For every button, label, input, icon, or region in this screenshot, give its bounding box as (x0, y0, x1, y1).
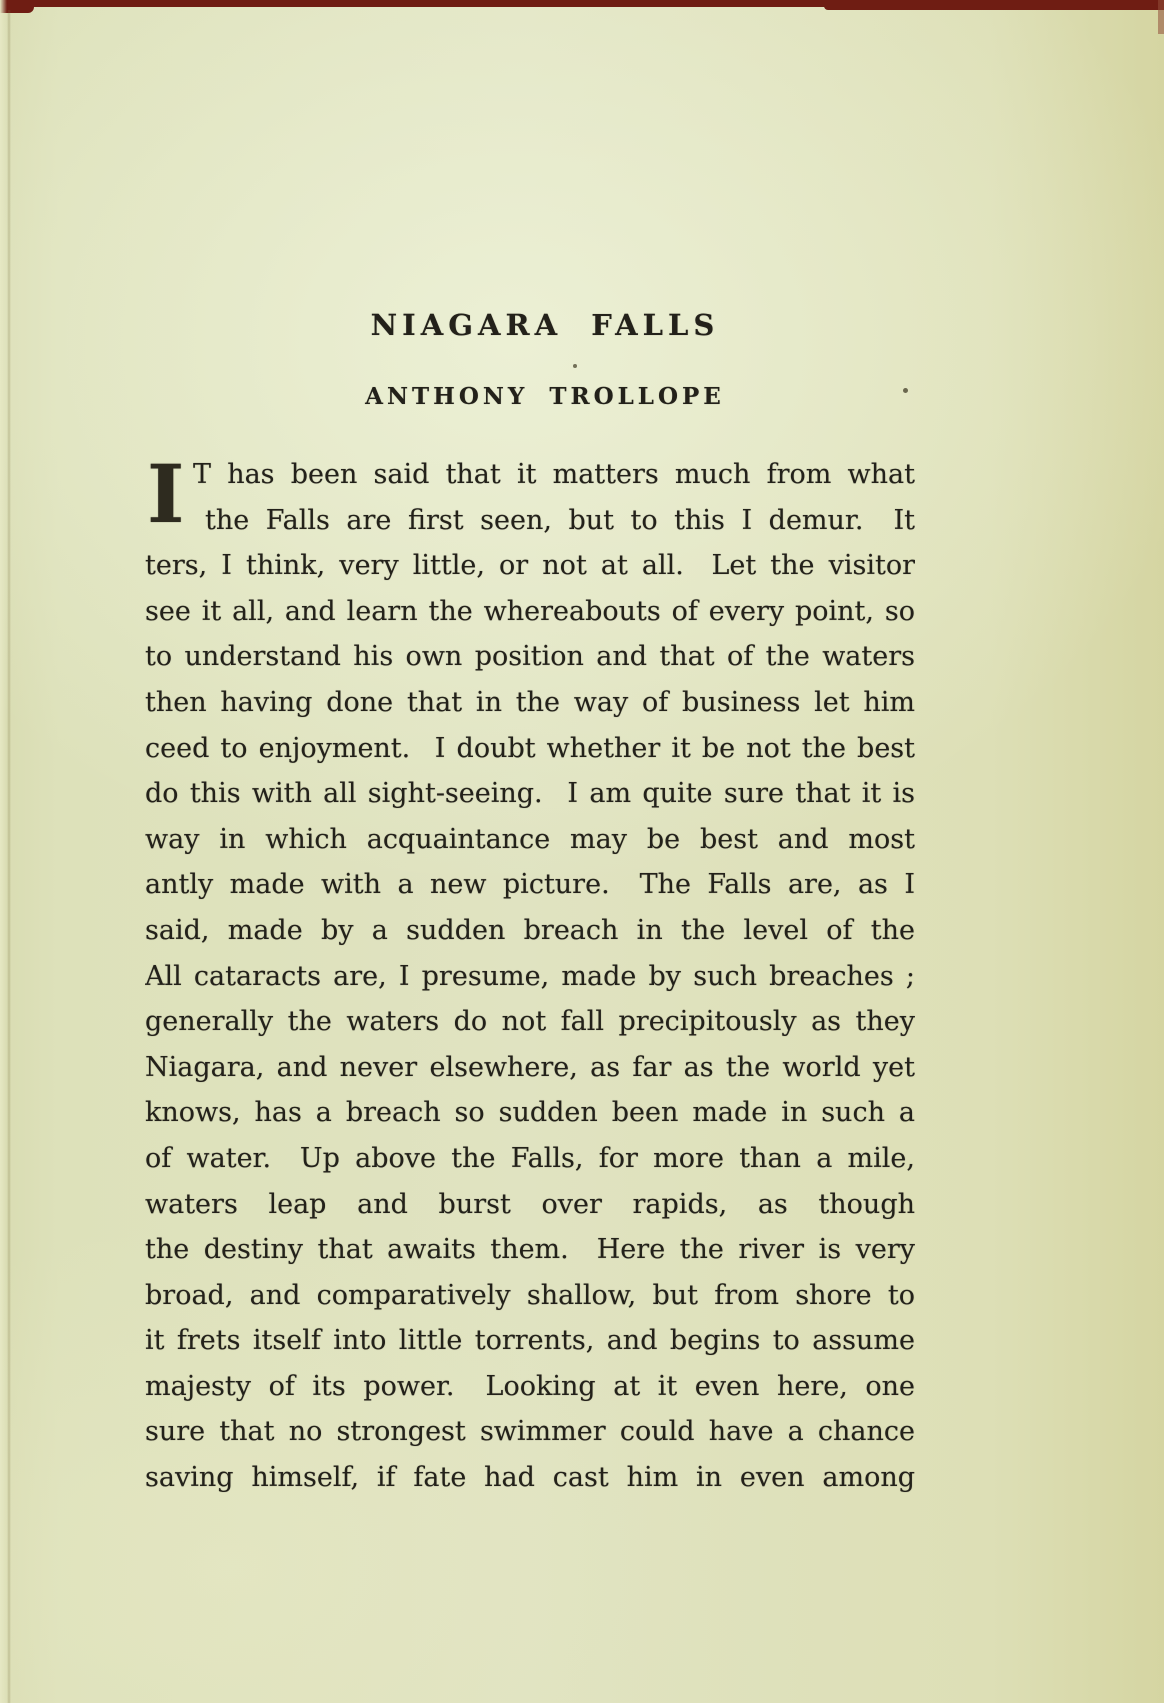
page-left-margin-highlight (0, 0, 7, 1703)
text-line: broad, and comparatively shallow, but from shore to (145, 1279, 915, 1311)
text-line: T has been said that it matters much from what (193, 459, 915, 490)
body-text (145, 452, 915, 1501)
text-line: way in which acquaintance may be best and most (145, 823, 915, 855)
ink-speck (573, 364, 577, 368)
text-line: sure that no strongest swimmer could have a chance (145, 1416, 915, 1448)
text-line: said, made by a sudden breach in the level of the (145, 914, 915, 946)
ink-speck (903, 388, 908, 393)
text-line: the destiny that awaits them. Here the river is very (145, 1234, 915, 1266)
author-name: ANTHONY TROLLOPE (365, 383, 725, 410)
text-line: of water. Up above the Falls, for more than a mile, (145, 1142, 915, 1174)
page-top-right-edge (824, 0, 1164, 10)
drop-cap-letter: I (147, 447, 185, 541)
text-line: the Falls are first seen, but to this I demur. It (205, 504, 915, 536)
text-line: Niagara, and never elsewhere, as far as the world yet (145, 1051, 915, 1083)
text-line: generally the waters do not fall precipitously as they (145, 1006, 915, 1038)
text-line: antly made with a new picture. The Falls are, as I (145, 869, 915, 901)
text-line: All cataracts are, I presume, made by such breaches ; (145, 960, 915, 992)
text-line: knows, has a breach so sudden been made in such a (145, 1097, 915, 1129)
text-line: then having done that in the way of business let him (145, 686, 915, 718)
text-line: waters leap and burst over rapids, as though (145, 1188, 915, 1220)
text-line: to understand his own position and that of the waters (145, 641, 915, 673)
text-line: it frets itself into little torrents, and begins to assume (145, 1325, 915, 1357)
text-line: majesty of its power. Looking at it even here, one (145, 1370, 915, 1402)
text-line: ceed to enjoyment. I doubt whether it be not the best (145, 732, 915, 764)
text-line: saving himself, if fate had cast him in even among (145, 1462, 915, 1494)
page-right-edge (1158, 0, 1164, 34)
page-title: NIAGARA FALLS (370, 308, 720, 342)
page-gutter-shadow (7, 10, 11, 1703)
text-line: do this with all sight-seeing. I am quite sure that it is (145, 778, 915, 810)
text-line: see it all, and learn the whereabouts of every point, so (145, 595, 915, 627)
text-line: ters, I think, very little, or not at all. Let the visitor (145, 550, 915, 582)
